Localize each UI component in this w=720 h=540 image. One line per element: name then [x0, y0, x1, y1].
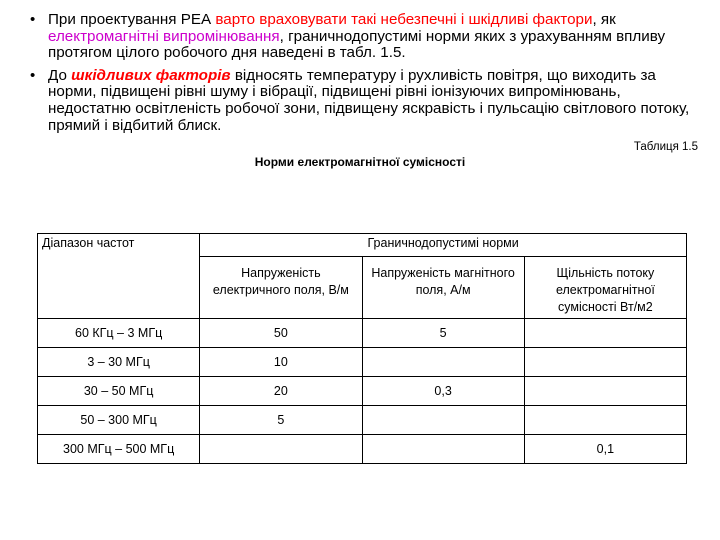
table-cell	[524, 319, 686, 348]
table-header-row	[38, 234, 687, 257]
highlight-text: варто враховувати такі небезпечні і шкідливі фактори	[215, 11, 593, 28]
text-run: відносять температуру і рухливість повітря, що виходить за норми, підвищені рівні шуму і вібрації, підвищені рівні іонізуючих випромінювань, недостатню освітленість робочої зони, підвищену яскравість і пульсацію світлового потоку, прямий і відбитий блиск.	[48, 66, 690, 134]
table-cell: 50 – 300 МГц	[38, 406, 200, 435]
table-title: Норми електромагнітної сумісності	[254, 155, 466, 169]
table-caption: Таблиця 1.5	[633, 141, 698, 153]
table-row	[38, 406, 687, 435]
header-cell-range: Діапазон частот	[38, 234, 200, 319]
bullet-item	[30, 68, 702, 134]
table-cell: 0,1	[524, 435, 686, 464]
table-cell	[362, 435, 524, 464]
table-row	[38, 435, 687, 464]
highlight-text: електромагнітні випромінювання	[48, 27, 280, 45]
norms-table	[37, 233, 687, 464]
table-cell	[524, 348, 686, 377]
table-row	[38, 377, 687, 406]
table-cell: 20	[200, 377, 362, 406]
text-run: , як	[592, 11, 616, 28]
table-cell	[524, 377, 686, 406]
bullet-list	[30, 12, 702, 140]
subheader-cell: Напруженість магнітного поля, А/м	[362, 257, 524, 319]
subheader-cell: Щільність потоку електромагнітної сумісності Вт/м2	[524, 257, 686, 319]
table-cell	[362, 348, 524, 377]
table-cell: 10	[200, 348, 362, 377]
table-cell: 5	[200, 406, 362, 435]
table-row	[38, 348, 687, 377]
table-row	[38, 319, 687, 348]
text-run: До	[48, 66, 72, 84]
text-run: При проектування РЕА	[48, 11, 216, 28]
table-cell	[200, 435, 362, 464]
header-cell-norms: Граничнодопустимі норми	[200, 234, 687, 257]
bullet-marker: •	[30, 66, 36, 84]
table-cell: 300 МГц – 500 МГц	[38, 435, 200, 464]
table-cell: 0,3	[362, 377, 524, 406]
text-run: , граничнодопустимі норми яких з урахуванням впливу протягом цілого робочого дня наведені в табл. 1.5.	[48, 27, 666, 62]
bullet-marker: •	[30, 11, 36, 28]
table-cell	[362, 406, 524, 435]
table-cell: 30 – 50 МГц	[38, 377, 200, 406]
table-cell	[524, 406, 686, 435]
table-cell: 50	[200, 319, 362, 348]
table-cell: 60 КГц – 3 МГц	[38, 319, 200, 348]
bullet-item	[30, 12, 702, 62]
table-cell: 5	[362, 319, 524, 348]
table-cell: 3 – 30 МГц	[38, 348, 200, 377]
highlight-text: шкідливих факторів	[71, 66, 231, 84]
subheader-cell: Напруженість електричного поля, В/м	[200, 257, 362, 319]
